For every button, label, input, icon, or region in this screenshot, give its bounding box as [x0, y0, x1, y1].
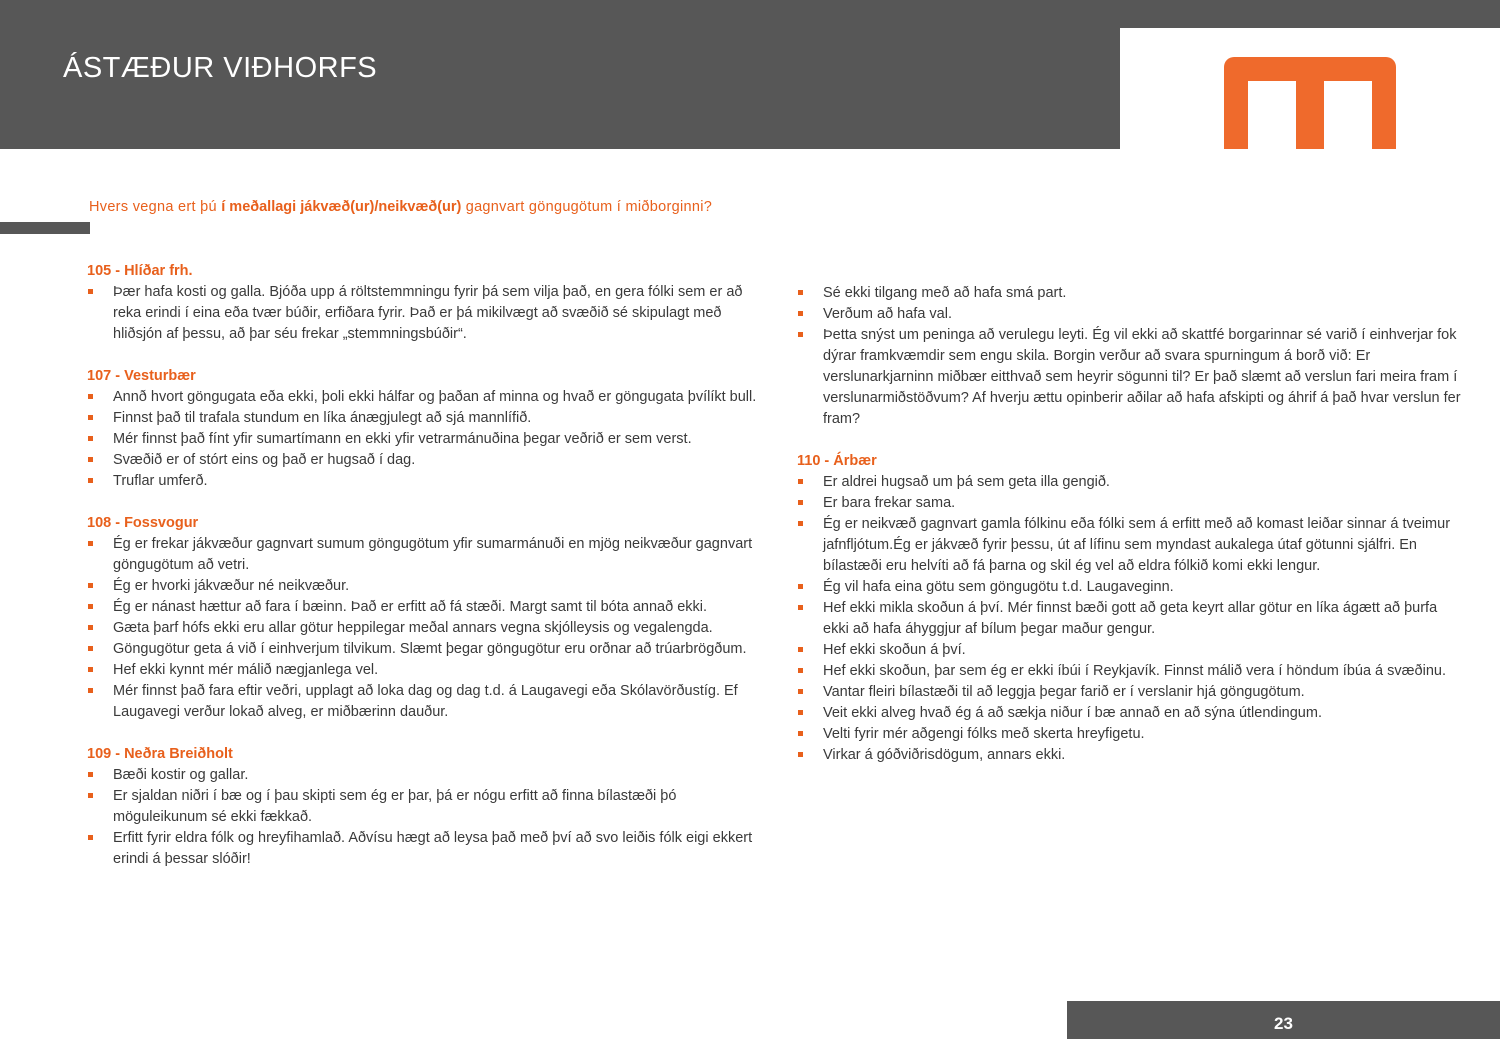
- bullet-icon: [88, 583, 93, 588]
- list-item: Gæta þarf hófs ekki eru allar götur heppilegar meðal annars vegna skjólleysis og vegalengda.: [87, 618, 757, 639]
- section-title: 107 - Vesturbær: [87, 368, 196, 384]
- list-item: Hef ekki kynnt mér málið nægjanlega vel.: [87, 660, 757, 681]
- bullet-icon: [88, 289, 93, 294]
- list-item: Sé ekki tilgang með að hafa smá part.: [797, 283, 1465, 304]
- bullet-icon: [798, 290, 803, 295]
- list-item: Þær hafa kosti og galla. Bjóða upp á röltstemmningu fyrir þá sem vilja það, en gera fólki sem er að reka erindi í eina eða tvær búðir, erfiðara fyrir. Það er þá mikilvægt að svæðið sé skipulagt með hliðsjón af þessu, að þar séu frekar „stemmningsbúðir“.: [87, 282, 757, 345]
- list-item: Svæðið er of stórt eins og það er hugsað í dag.: [87, 450, 757, 471]
- list-item: Göngugötur geta á við í einhverjum tilvikum. Slæmt þegar göngugötur eru orðnar að trúarbrögðum.: [87, 639, 757, 660]
- list-item: Finnst það til trafala stundum en líka ánægjulegt að sjá mannlífið.: [87, 408, 757, 429]
- bullet-icon: [798, 668, 803, 673]
- section-title: 110 - Árbær: [797, 453, 877, 469]
- survey-question: Hvers vegna ert þú í meðallagi jákvæð(ur)/neikvæð(ur) gagnvart göngugötum í miðborginni?: [89, 199, 713, 215]
- logo-icon: [1224, 57, 1396, 149]
- right-column: [797, 283, 1465, 787]
- list-item: Bæði kostir og gallar.: [87, 765, 757, 786]
- logo-panel: [1120, 28, 1500, 149]
- section-110: [797, 451, 1465, 766]
- section-107: [87, 366, 757, 492]
- list-item: Ég vil hafa eina götu sem göngugötu t.d. Laugaveginn.: [797, 577, 1465, 598]
- list-item: Annð hvort göngugata eða ekki, þoli ekki hálfar og þaðan af minna og hvað er göngugata þvílíkt bull.: [87, 387, 757, 408]
- section-105: [87, 261, 757, 345]
- bullet-icon: [798, 605, 803, 610]
- bullet-icon: [88, 646, 93, 651]
- list-item: Hef ekki mikla skoðun á því. Mér finnst bæði gott að geta keyrt allar götur en líka ágætt að þurfa ekki að hafa áhyggjur af bílum þegar maður gengur.: [797, 598, 1465, 640]
- list-item: Truflar umferð.: [87, 471, 757, 492]
- bullet-icon: [88, 772, 93, 777]
- list-item: Er sjaldan niðri í bæ og í þau skipti sem ég er þar, þá er nógu erfitt að finna bílastæði þó möguleikunum sé ekki fækkað.: [87, 786, 757, 828]
- list-item: Virkar á góðviðrisdögum, annars ekki.: [797, 745, 1465, 766]
- bullet-icon: [88, 793, 93, 798]
- bullet-icon: [798, 752, 803, 757]
- section-108: [87, 513, 757, 723]
- list-item: Mér finnst það fínt yfir sumartímann en ekki yfir vetrarmánuðina þegar veðrið er sem verst.: [87, 429, 757, 450]
- bullet-icon: [798, 584, 803, 589]
- accent-bar: [0, 222, 90, 234]
- section-title: 105 - Hlíðar frh.: [87, 263, 193, 279]
- bullet-icon: [798, 311, 803, 316]
- bullet-icon: [88, 457, 93, 462]
- bullet-icon: [88, 541, 93, 546]
- section-title: 108 - Fossvogur: [87, 515, 199, 531]
- left-column: [87, 261, 757, 891]
- list-item: Verðum að hafa val.: [797, 304, 1465, 325]
- bullet-icon: [798, 521, 803, 526]
- bullet-icon: [798, 647, 803, 652]
- section-109: [87, 744, 757, 870]
- bullet-icon: [798, 332, 803, 337]
- bullet-icon: [88, 436, 93, 441]
- list-item: Er aldrei hugsað um þá sem geta illa gengið.: [797, 472, 1465, 493]
- list-item: Ég er frekar jákvæður gagnvart sumum göngugötum yfir sumarmánuði en mjög neikvæður gagnvart göngugötum að vetri.: [87, 534, 757, 576]
- page-number-panel: [1067, 1001, 1500, 1039]
- bullet-icon: [88, 688, 93, 693]
- bullet-icon: [88, 835, 93, 840]
- page-number: 23: [1274, 1014, 1293, 1033]
- page-title: ÁSTÆÐUR VIÐHORFS: [63, 52, 378, 84]
- list-item: Hef ekki skoðun á því.: [797, 640, 1465, 661]
- list-item: Hef ekki skoðun, þar sem ég er ekki íbúi í Reykjavík. Finnst málið vera í höndum íbúa á svæðinu.: [797, 661, 1465, 682]
- list-item: Vantar fleiri bílastæði til að leggja þegar farið er í verslanir hjá göngugötum.: [797, 682, 1465, 703]
- list-item: Mér finnst það fara eftir veðri, upplagt að loka dag og dag t.d. á Laugavegi eða Skólavörðustíg. Ef Laugavegi verður lokað alveg, er miðbærinn dauður.: [87, 681, 757, 723]
- list-item: Velti fyrir mér aðgengi fólks með skerta hreyfigetu.: [797, 724, 1465, 745]
- list-item: Ég er neikvæð gagnvart gamla fólkinu eða fólki sem á erfitt með að komast leiðar sinnar á tveimur jafnfljótum.Ég er jákvæð fyrir þessu, út af lífinu sem myndast aukalega útaf götunni sjálfri. En bílastæði eru helvíti að fá þarna og skil ég vel að eldra fólkið komi ekki lengur.: [797, 514, 1465, 577]
- bullet-icon: [88, 394, 93, 399]
- list-item: Veit ekki alveg hvað ég á að sækja niður í bæ annað en að sýna útlendingum.: [797, 703, 1465, 724]
- bullet-icon: [88, 625, 93, 630]
- bullet-icon: [798, 479, 803, 484]
- bullet-icon: [798, 500, 803, 505]
- list-item: Þetta snýst um peninga að verulegu leyti. Ég vil ekki að skattfé borgarinnar sé varið í einhverjar fok dýrar framkvæmdir sem engu skila. Borgin verður að svara spurningum á borð við: Er verslunarkjarninn miðbær eitthvað sem heyrir sögunni til? Er það slæmt að verslun fari meira fram í verslunarmiðstöðvum? Af hverju ættu opinberir aðilar að hafa afskipti og áhrif á það hvar verslun fer fram?: [797, 325, 1465, 430]
- bullet-icon: [798, 689, 803, 694]
- section-title: 109 - Neðra Breiðholt: [87, 746, 233, 762]
- bullet-icon: [798, 710, 803, 715]
- bullet-icon: [798, 731, 803, 736]
- list-item: Er bara frekar sama.: [797, 493, 1465, 514]
- section-105-continued: [797, 283, 1465, 430]
- bullet-icon: [88, 667, 93, 672]
- bullet-icon: [88, 415, 93, 420]
- bullet-icon: [88, 604, 93, 609]
- bullet-icon: [88, 478, 93, 483]
- list-item: Ég er hvorki jákvæður né neikvæður.: [87, 576, 757, 597]
- list-item: Ég er nánast hættur að fara í bæinn. Það er erfitt að fá stæði. Margt samt til bóta annað ekki.: [87, 597, 757, 618]
- list-item: Erfitt fyrir eldra fólk og hreyfihamlað. Aðvísu hægt að leysa það með því að svo leiðis fólk eigi ekkert erindi á þessar slóðir!: [87, 828, 757, 870]
